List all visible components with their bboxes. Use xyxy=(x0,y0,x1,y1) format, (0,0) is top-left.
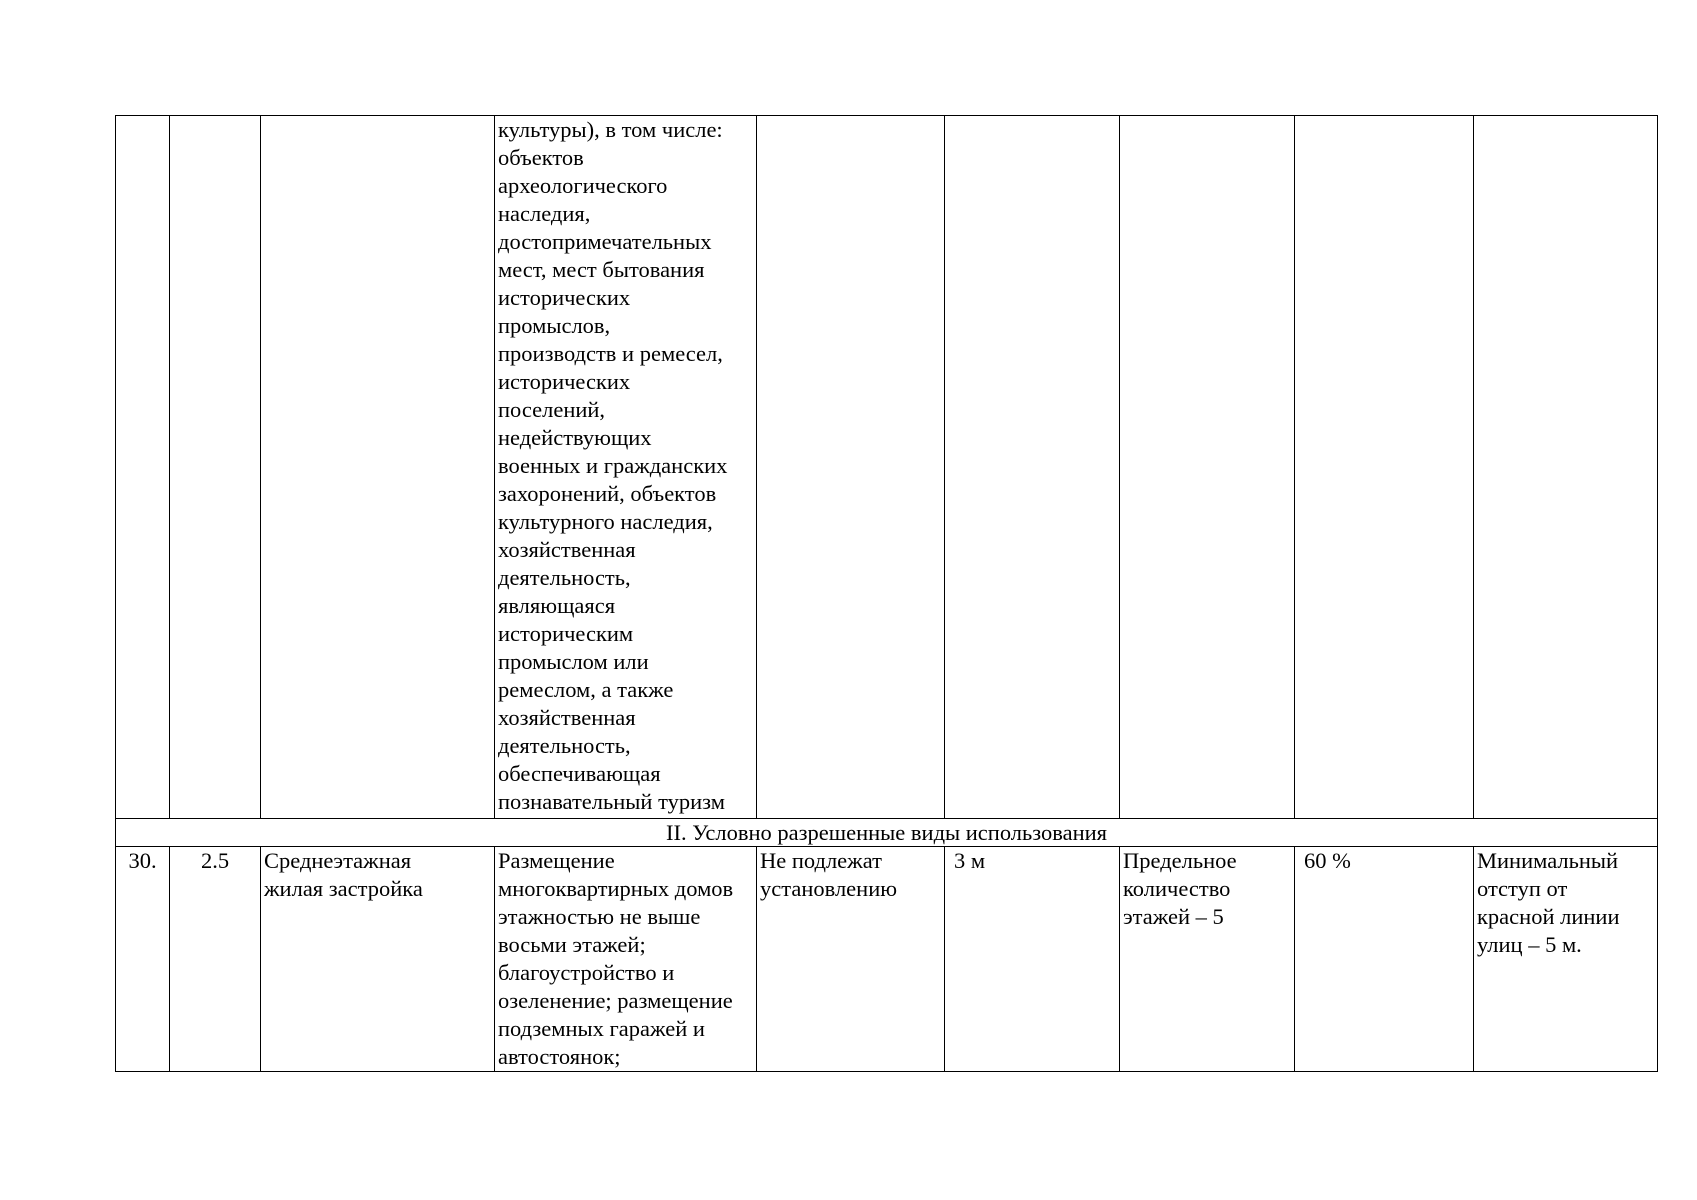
text-line: деятельность, xyxy=(498,565,631,590)
text-line: исторических xyxy=(498,285,631,310)
text-line: хозяйственная xyxy=(498,705,636,730)
text-line: Размещение xyxy=(498,848,615,873)
cell-floors xyxy=(1120,847,1295,1072)
cell-setback xyxy=(945,847,1120,1072)
text-line: исторических xyxy=(498,369,631,394)
cell-floors xyxy=(1120,116,1295,819)
text-line: объектов xyxy=(498,145,584,170)
cell-number: 30. xyxy=(116,847,170,1072)
text-line: производств и ремесел, xyxy=(498,341,723,366)
text-line: промыслом или xyxy=(498,649,649,674)
text-line: отступ от xyxy=(1477,876,1568,901)
table-row xyxy=(116,847,1658,1072)
text-line: промыслов, xyxy=(498,313,611,338)
text-line: культурного наследия, xyxy=(498,509,713,534)
cell-notes xyxy=(1474,116,1658,819)
text-line: наследия, xyxy=(498,201,591,226)
text-line: культуры), в том числе: xyxy=(498,117,723,142)
cell-description xyxy=(495,116,757,819)
cell-setback xyxy=(945,116,1120,819)
cell-area xyxy=(757,847,945,1072)
text-line: мест, мест бытования xyxy=(498,257,705,282)
text-line: Предельное xyxy=(1123,848,1237,873)
text-line: озеленение; размещение xyxy=(498,988,733,1013)
text-line: 3 м xyxy=(954,848,986,873)
cell-notes xyxy=(1474,847,1658,1072)
text-line: археологического xyxy=(498,173,668,198)
text-line: жилая застройка xyxy=(264,876,423,901)
section-header-row xyxy=(116,819,1658,847)
text-line: военных и гражданских xyxy=(498,453,728,478)
text-line: Среднеэтажная xyxy=(264,848,412,873)
text-line: этажностью не выше xyxy=(498,904,701,929)
text-line: многоквартирных домов xyxy=(498,876,734,901)
text-line: количество xyxy=(1123,876,1231,901)
text-line: Не подлежат xyxy=(760,848,882,873)
text-line: поселений, xyxy=(498,397,606,422)
text-line: достопримечательных xyxy=(498,229,712,254)
text-line: хозяйственная xyxy=(498,537,636,562)
text-line: недействующих xyxy=(498,425,652,450)
text-line: установлению xyxy=(760,876,898,901)
text-line: ремеслом, а также xyxy=(498,677,674,702)
text-line: являющаяся xyxy=(498,593,616,618)
table-row-continuation xyxy=(116,116,1658,819)
section-title: II. Условно разрешенные виды использования xyxy=(116,819,1658,847)
cell-name xyxy=(261,847,495,1072)
cell-description xyxy=(495,847,757,1072)
text-line: Минимальный xyxy=(1477,848,1619,873)
cell-coverage xyxy=(1295,847,1474,1072)
text-line: улиц – 5 м. xyxy=(1477,932,1582,957)
text-line: обеспечивающая xyxy=(498,761,661,786)
text-line: деятельность, xyxy=(498,733,631,758)
cell-code: 2.5 xyxy=(170,847,261,1072)
text-line: этажей – 5 xyxy=(1123,904,1224,929)
text-line: 60 % xyxy=(1304,848,1351,873)
cell-coverage xyxy=(1295,116,1474,819)
land-use-regulations-table xyxy=(115,115,1658,1072)
text-line: познавательный туризм xyxy=(498,789,725,814)
text-line: историческим xyxy=(498,621,634,646)
text-line: автостоянок; xyxy=(498,1044,621,1069)
cell-area xyxy=(757,116,945,819)
text-line: красной линии xyxy=(1477,904,1620,929)
cell-code xyxy=(170,116,261,819)
cell-number xyxy=(116,116,170,819)
text-line: благоустройство и xyxy=(498,960,675,985)
text-line: подземных гаражей и xyxy=(498,1016,705,1041)
text-line: захоронений, объектов xyxy=(498,481,717,506)
text-line: восьми этажей; xyxy=(498,932,646,957)
cell-name xyxy=(261,116,495,819)
